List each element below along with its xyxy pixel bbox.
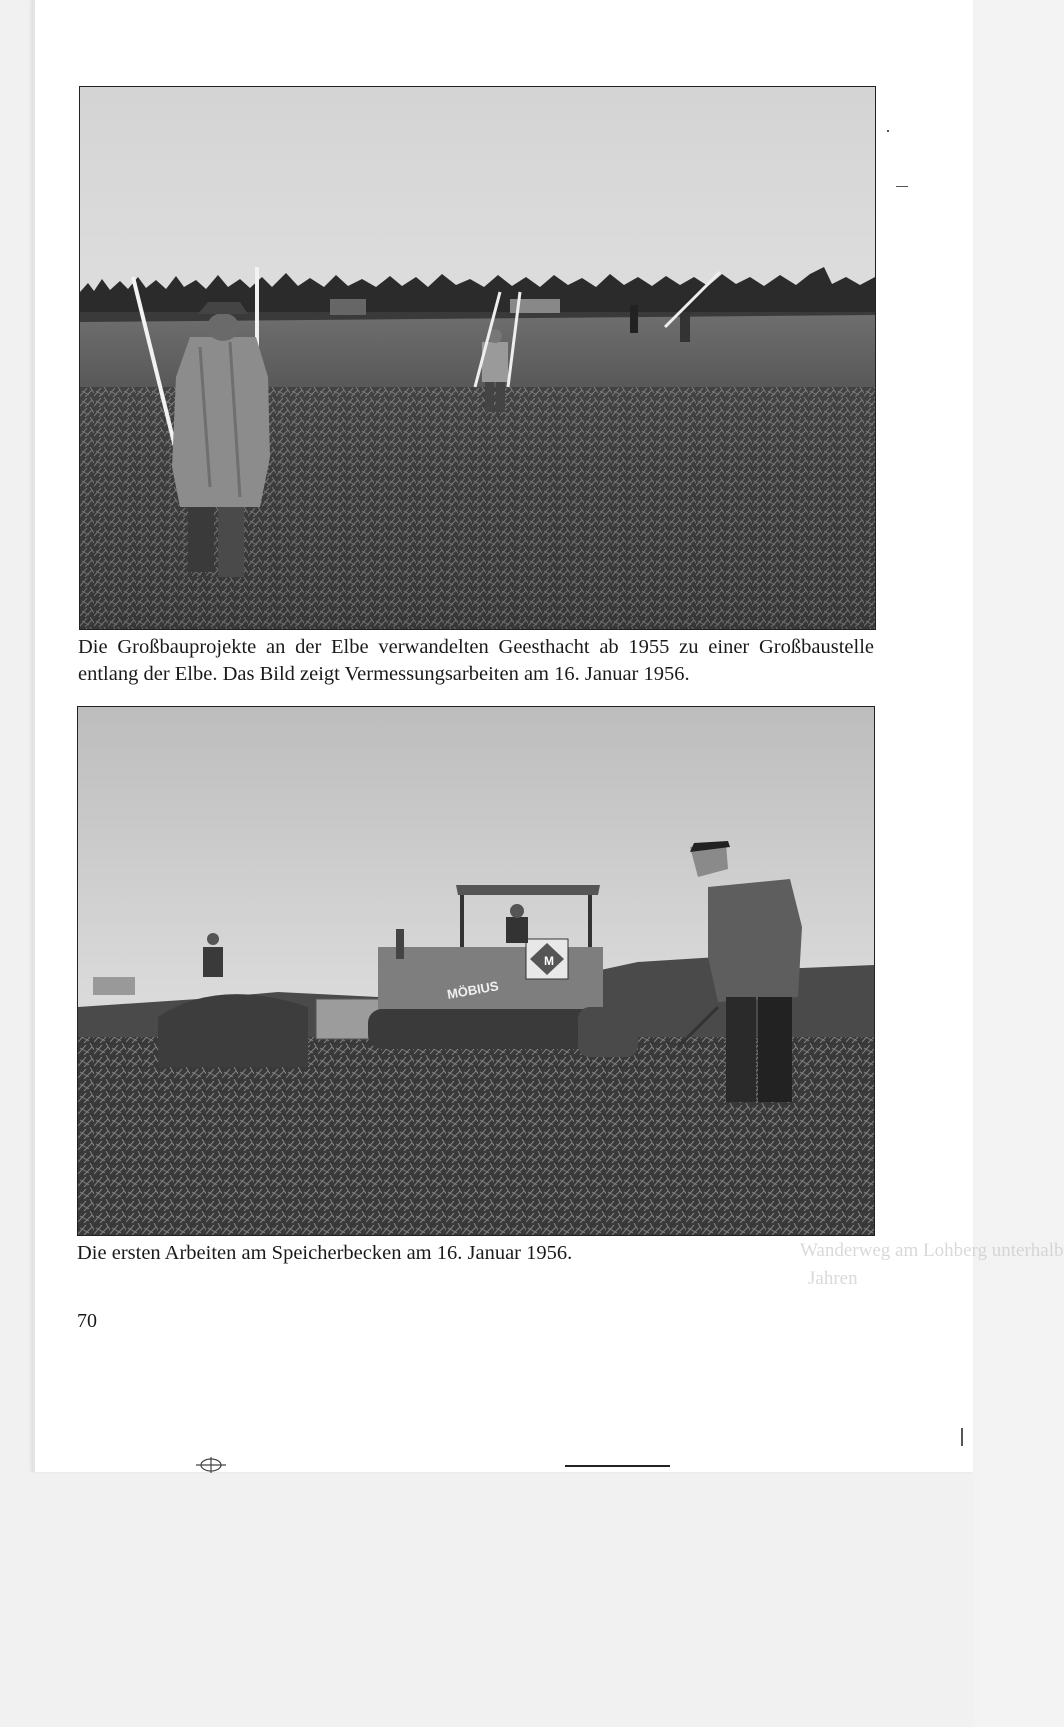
page-fold-shadow [33, 0, 35, 1472]
photo-bulldozer [77, 706, 875, 1236]
caption-photo-1 [78, 634, 874, 688]
bulldozer-lettering: MÖBIUS [445, 978, 500, 1002]
caption-photo-2: Die ersten Arbeiten am Speicherbecken am 16. Januar 1956. [77, 1242, 573, 1264]
crop-tick-right [961, 1428, 963, 1446]
margin-dot-right [887, 130, 889, 132]
bleed-through-text-2: Jahren [808, 1268, 858, 1289]
margin-dash-right [896, 186, 908, 187]
registration-mark-icon [196, 1455, 226, 1475]
bleed-through-text-1: Wanderweg am Lohberg unterhalb [800, 1240, 1064, 1261]
photo-surveying [79, 86, 876, 630]
photo-surveying-image [80, 87, 875, 629]
crop-mark [565, 1465, 670, 1467]
caption-1-line-1: Die Großbauprojekte an der Elbe verwandelten Geesthacht ab 1955 zu einer Großbaustelle [78, 636, 874, 658]
page-number: 70 [77, 1310, 97, 1332]
caption-1-line-2: entlang der Elbe. Das Bild zeigt Vermessungsarbeiten am 16. Januar 1956. [78, 663, 690, 685]
svg-text:M: M [544, 954, 554, 968]
photo-bulldozer-image [78, 707, 874, 1235]
